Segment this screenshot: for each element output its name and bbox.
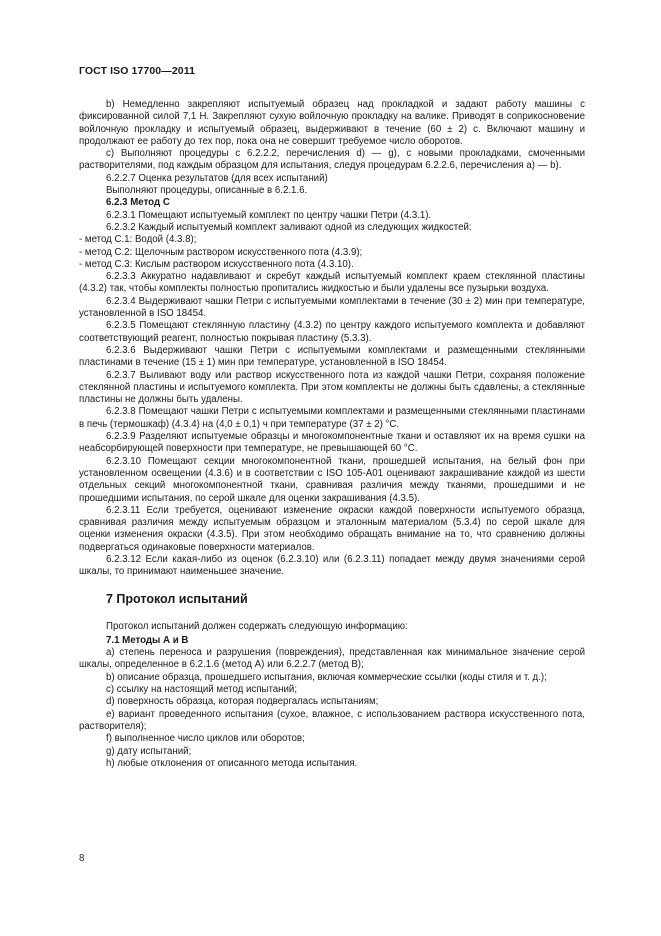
list-item: h) любые отклонения от описанного метода испытания. [106,757,358,769]
paragraph: 6.2.3.12 Если какая-либо из оценок (6.2.3.10) или (6.2.3.11) попадает между двумя значениями серой шкалы, то принимают наименьшее значение. [79,553,585,578]
paragraph: Выполняют процедуры, описанные в 6.2.1.6. [106,185,308,197]
section-heading-7: 7 Протокол испытаний [106,591,248,606]
paragraph: 6.2.3.10 Помещают секции многокомпонентной ткани, прошедшей испытания, на белый фон при установленном освещении (4.3.6) и в соответствии с ISO 105-A01 оценивают закрашивание каждой из шести отдельных секций многокомпонентной ткани, сравнивая различия между тканями, прошедшими и не прошедшими испытания, по серой шкале для оценки закрашивания (4.3.5). [79,455,585,504]
paragraph: 6.2.3.3 Аккуратно надавливают и скребут каждый испытуемый комплект краем стеклянной пластины (4.3.2) так, чтобы комплекты полностью пропитались жидкостью и были удалены все пузырьки воздуха. [79,271,585,295]
list-item: d) поверхность образца, которая подвергалась испытаниям; [106,696,379,708]
list-item: - метод С.1: Водой (4.3.8); [79,234,197,246]
paragraph: 6.2.3.5 Помещают стеклянную пластину (4.3.2) по центру каждого испытуемого комплекта и добавляют соответствующий реагент, полностью покрывая пластину (5.3.3). [79,320,585,344]
paragraph: 6.2.3.7 Выливают воду или раствор искусственного пота из каждой чашки Петри, сохраняя положение стеклянной пластины и испытуемого комплекта. При этом комплекты не должны быть сдавлены, а стеклянные пластины не должны быть удалены. [79,369,585,406]
paragraph: 6.2.3.2 Каждый испытуемый комплект заливают одной из следующих жидкостей: [106,221,472,233]
paragraph: b) Немедленно закрепляют испытуемый образец над прокладкой и задают работу машины с фиксированной силой 7,1 Н. Закрепляют сухую войлочную прокладку на валике. Приводят в соприкосновение войлочную прокладку и испытуемый образец, выдерживают в течение (60 ± 2) с. Включают машину и продолжают ее работу до тех пор, пока она не совершит требуемое число оборотов. [79,99,585,147]
page-number: 8 [79,853,85,864]
section-heading-6-2-3: 6.2.3 Метод С [106,197,170,209]
list-item: g) дату испытаний; [106,745,192,757]
paragraph: Протокол испытаний должен содержать следующую информацию: [106,620,408,632]
list-item: c) ссылку на настоящий метод испытаний; [106,684,298,696]
paragraph: 6.2.3.6 Выдерживают чашки Петри с испытуемыми комплектами и размещенными стеклянными пластинами в течение (15 ± 1) мин при температуре, установленной в ISO 18454. [79,344,585,369]
list-item: - метод С.3: Кислым раствором искусственного пота (4.3.10). [79,258,354,270]
paragraph: c) Выполняют процедуры с 6.2.2.2, перечисления d) — g), с новыми прокладками, смоченными растворителями, под каждым образцом для испытания, следуя процедурам 6.2.2.6, перечисления a) — b). [79,148,585,172]
subsection-title: 6.2.2.7 Оценка результатов (для всех испытаний) [106,172,328,184]
document-header: ГОСТ ISO 17700—2011 [79,65,196,77]
document-body [79,99,585,770]
list-item: f) выполненное число циклов или оборотов; [106,733,305,745]
paragraph: 6.2.3.8 Помещают чашки Петри с испытуемыми комплектами и размещенными стеклянными пластинами в печь (термошкаф) (4.3.4) на (4,0 ± 0,1) ч при температуре (37 ± 2) °С. [79,406,585,430]
paragraph: 6.2.3.1 Помещают испытуемый комплект по центру чашки Петри (4.3.1). [106,209,432,221]
paragraph: 6.2.3.4 Выдерживают чашки Петри с испытуемыми комплектами в течение (30 ± 2) мин при температуре, установленной в ISO 18454. [79,295,585,320]
paragraph: 6.2.3.11 Если требуется, оценивают изменение окраски каждой поверхности испытуемого образца, сравнивая различия между испытуемым образцом и эталонным материалом (5.3.4) по серой шкале для оценки изменения окраски (4.3.5). При этом необходимо обращать внимание на то, что сравнению должны подвергаться одинаковые поверхности материалов. [79,504,585,553]
list-item: а) степень переноса и разрушения (повреждения), представленная как минимальное значение серой шкалы, определенное в 6.2.1.6 (метод А) или 6.2.2.7 (метод В); [79,647,585,671]
paragraph: 6.2.3.9 Разделяют испытуемые образцы и многокомпонентные ткани и оставляют их на время сушки на неабсорбирующей поверхности при температуре, не превышающей 60 °С. [79,431,585,455]
section-heading-7-1: 7.1 Методы А и В [106,634,189,646]
list-item: - метод С.2: Щелочным раствором искусственного пота (4.3.9); [79,246,363,258]
list-item: e) вариант проведенного испытания (сухое, влажное, с использованием раствора искусственного пота, растворителя); [79,708,585,732]
list-item: b) описание образца, прошедшего испытания, включая коммерческие ссылки (коды стиля и т. д.); [106,671,547,683]
